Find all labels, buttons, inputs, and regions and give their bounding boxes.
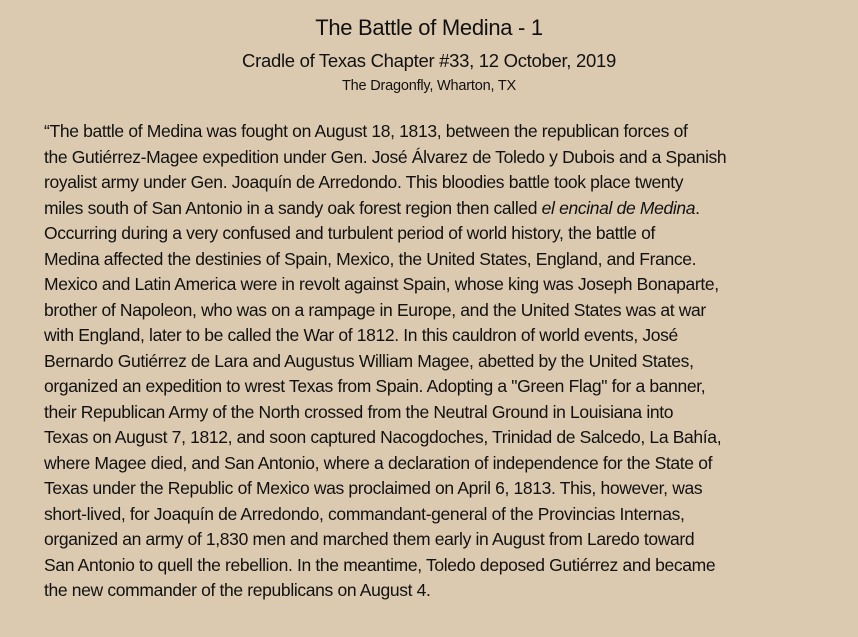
body-line: royalist army under Gen. Joaquín de Arredondo. This bloodies battle took place twenty: [44, 172, 684, 192]
body-line: Texas under the Republic of Mexico was proclaimed on April 6, 1813. This, however, was: [44, 478, 703, 498]
body-line: Mexico and Latin America were in revolt against Spain, whose king was Joseph Bonaparte,: [44, 274, 719, 294]
body-line: their Republican Army of the North crossed from the Neutral Ground in Louisiana into: [44, 401, 674, 422]
body-line: Texas on August 7, 1812, and soon captured Nacogdoches, Trinidad de Salcedo, La Bahía,: [44, 427, 722, 447]
venue: The Dragonfly, Wharton, TX: [342, 78, 516, 94]
body-line: with England, later to be called the War of 1812. In this cauldron of world events, José: [44, 325, 678, 345]
body-line: organized an army of 1,830 men and marched them early in August from Laredo toward: [44, 529, 695, 549]
body-line: “The battle of Medina was fought on August 18, 1813, between the republican forces of: [44, 121, 688, 141]
body-line: organized an expedition to wrest Texas from Spain. Adopting a "Green Flag" for a banner,: [44, 376, 706, 396]
body-text-segment: miles south of San Antonio in a sandy oak forest region then called: [44, 197, 542, 218]
body-line: the Gutiérrez-Magee expedition under Gen. José Álvarez de Toledo y Dubois and a Spanish: [44, 146, 727, 167]
italic-place-name: el encinal de Medina: [541, 197, 696, 218]
body-line: brother of Napoleon, who was on a rampage in Europe, and the United States was at war: [44, 299, 706, 320]
body-text-segment: .: [695, 197, 700, 218]
body-line: where Magee died, and San Antonio, where a declaration of independence for the State of: [44, 452, 713, 473]
page-title: The Battle of Medina - 1: [315, 15, 543, 40]
body-line: [44, 196, 844, 222]
body-line: the new commander of the republicans on August 4.: [44, 580, 431, 600]
body-line: short-lived, for Joaquín de Arredondo, commandant-general of the Provincias Internas,: [44, 503, 685, 524]
body-line: San Antonio to quell the rebellion. In the meantime, Toledo deposed Gutiérrez and became: [44, 554, 716, 575]
body-line: Occurring during a very confused and turbulent period of world history, the battle of: [44, 223, 655, 243]
body-text: [44, 119, 844, 604]
body-line: Medina affected the destinies of Spain, Mexico, the United States, England, and France.: [44, 248, 697, 269]
body-line: Bernardo Gutiérrez de Lara and Augustus William Magee, abetted by the United States,: [44, 350, 694, 371]
subtitle: Cradle of Texas Chapter #33, 12 October, 2019: [242, 50, 616, 71]
